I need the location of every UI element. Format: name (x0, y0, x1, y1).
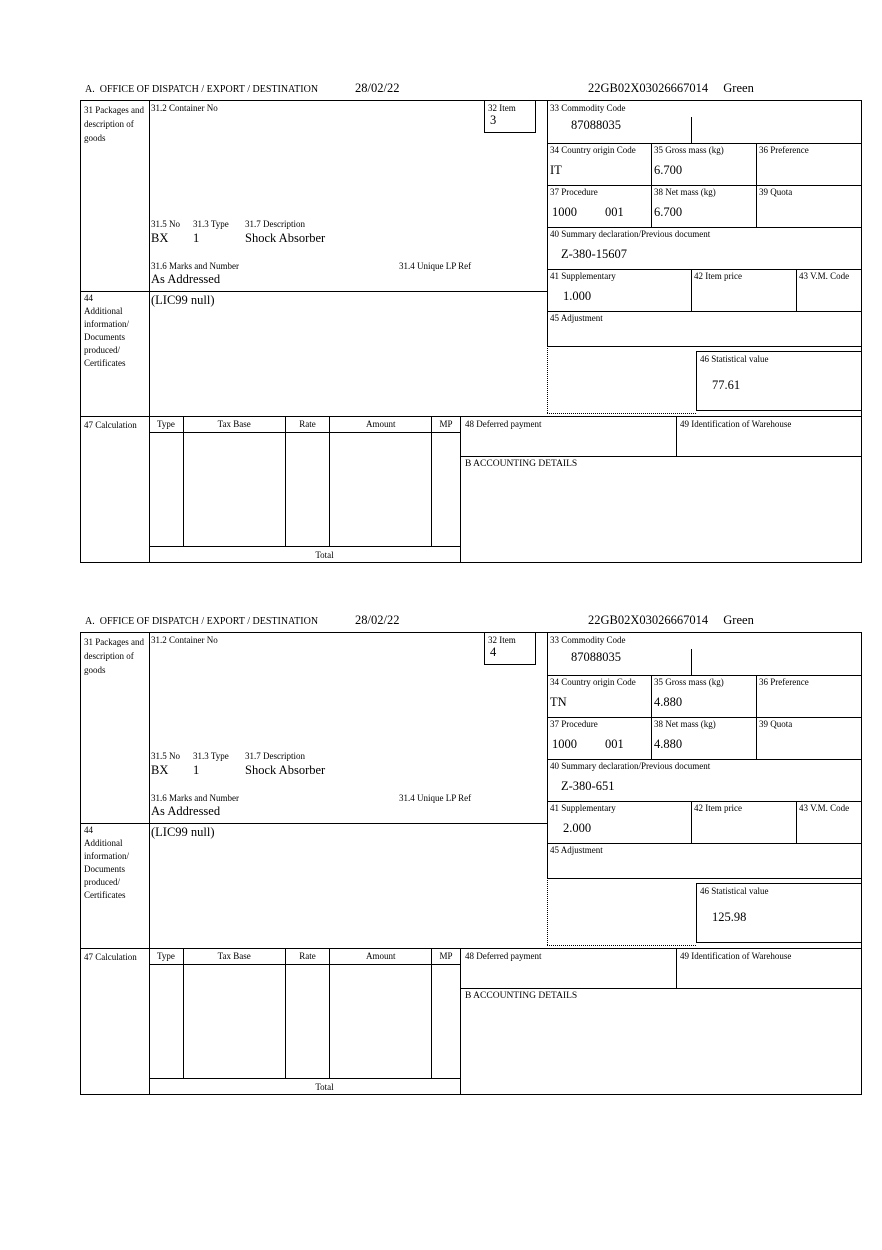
package-no-label: 31.5 No (151, 219, 180, 229)
declaration-reference (588, 613, 754, 628)
additional-information-value: (LIC99 null) (151, 293, 215, 307)
calculation-table-header (149, 416, 460, 433)
commodity-code-value: 87088035 (571, 650, 621, 664)
statistical-value: 125.98 (712, 910, 747, 924)
col-header-tax-base: Tax Base (184, 948, 286, 964)
statistical-value-box (696, 351, 862, 411)
box31-label: 31 Packages and description of goods (84, 105, 144, 143)
calculation-table-header (149, 948, 460, 965)
commodity-code-value: 87088035 (571, 118, 621, 132)
office-of-dispatch-label: A. OFFICE OF DISPATCH / EXPORT / DESTINATION (85, 84, 319, 95)
description-label: 31.7 Description (245, 219, 305, 229)
gross-mass-value: 6.700 (654, 163, 683, 177)
declaration-item-section (80, 80, 863, 564)
country-origin-value: TN (550, 695, 567, 709)
calculation-table-body (149, 965, 460, 1078)
divider (547, 311, 862, 312)
additional-information-value: (LIC99 null) (151, 825, 215, 839)
statistical-value: 77.61 (712, 378, 741, 392)
vm-code-label: 43 V.M. Code (799, 271, 850, 281)
cell-amount (330, 433, 432, 546)
divider (676, 948, 677, 988)
divider (651, 143, 652, 227)
mrn-value: 22GB02X03026667014 (588, 81, 709, 95)
previous-document-value: Z-380-651 (561, 779, 615, 793)
item-price-label: 42 Item price (694, 803, 742, 813)
divider (547, 843, 862, 844)
col-header-mp: MP (439, 419, 453, 429)
declaration-form-grid (80, 100, 862, 563)
cell-rate (286, 433, 331, 546)
deferred-payment-label: 48 Deferred payment (465, 951, 542, 961)
box47-label: 47 Calculation (84, 952, 137, 962)
col-header-rate: Rate (286, 416, 331, 432)
procedure-value: 1000 (552, 205, 577, 219)
previous-document-value: Z-380-15607 (561, 247, 627, 261)
col-header-mp: MP (439, 951, 453, 961)
supplementary-value: 1.000 (563, 289, 592, 303)
office-of-dispatch-label: A. OFFICE OF DISPATCH / EXPORT / DESTINATION (85, 616, 319, 627)
section-header (80, 80, 863, 100)
package-no-label: 31.5 No (151, 751, 180, 761)
divider (547, 269, 862, 270)
cell-mp (432, 965, 460, 1078)
package-type-code: BX (151, 763, 169, 777)
package-count: 1 (193, 231, 200, 245)
cell-mp (432, 433, 460, 546)
box44-overflow-dotted-line (547, 878, 548, 945)
declaration-item-section (80, 612, 863, 1096)
divider (547, 759, 862, 760)
box44-overflow-dotted-line (547, 413, 696, 414)
accounting-details-label: B ACCOUNTING DETAILS (465, 459, 578, 469)
package-type-code: BX (151, 231, 169, 245)
divider (651, 675, 652, 759)
divider (756, 675, 757, 759)
goods-description: Shock Absorber (245, 231, 326, 245)
item-label: 32 Item (488, 635, 516, 645)
cell-tax-base (184, 433, 286, 546)
divider (756, 143, 757, 227)
cell-amount (330, 965, 432, 1078)
col-header-amount: Amount (330, 416, 432, 432)
routing-status: Green (723, 81, 754, 95)
package-count: 1 (193, 763, 200, 777)
col-header-rate: Rate (286, 948, 331, 964)
box44-label: Additional information/ Documents produced/ Certificates (84, 306, 129, 369)
container-no-label: 31.2 Container No (151, 635, 218, 645)
item-number-box (484, 101, 536, 133)
divider (796, 801, 797, 843)
supplementary-value: 2.000 (563, 821, 592, 835)
box44-overflow-dotted-line (547, 945, 696, 946)
quota-label: 39 Quota (759, 187, 793, 197)
box31-label: 31 Packages and description of goods (84, 637, 144, 675)
box44-overflow-dotted-line (547, 346, 548, 413)
section-header (80, 612, 863, 632)
dispatch-date: 28/02/22 (355, 81, 400, 95)
preference-label: 36 Preference (759, 677, 809, 687)
statistical-value-label: 46 Statistical value (700, 354, 769, 364)
mrn-value: 22GB02X03026667014 (588, 613, 709, 627)
divider (691, 269, 692, 311)
supplementary-label: 41 Supplementary (550, 803, 616, 813)
divider (81, 823, 547, 824)
country-origin-label: 34 Country origin Code (550, 677, 636, 687)
divider (547, 346, 862, 347)
net-mass-label: 38 Net mass (kg) (654, 719, 716, 729)
accounting-details-label: B ACCOUNTING DETAILS (465, 991, 578, 1001)
calculation-table (149, 948, 461, 1095)
package-type-label: 31.3 Type (193, 219, 229, 229)
statistical-value-box (696, 883, 862, 943)
item-label: 32 Item (488, 103, 516, 113)
item-price-label: 42 Item price (694, 271, 742, 281)
preference-label: 36 Preference (759, 145, 809, 155)
commodity-code-divider (691, 117, 692, 143)
quota-label: 39 Quota (759, 719, 793, 729)
calculation-table (149, 416, 461, 563)
divider (547, 675, 862, 676)
marks-label: 31.6 Marks and Number (151, 793, 239, 803)
summary-declaration-label: 40 Summary declaration/Previous document (550, 229, 711, 239)
commodity-code-label: 33 Commodity Code (550, 635, 626, 645)
country-origin-value: IT (550, 163, 562, 177)
description-label: 31.7 Description (245, 751, 305, 761)
procedure-label: 37 Procedure (550, 187, 598, 197)
routing-status: Green (723, 613, 754, 627)
summary-declaration-label: 40 Summary declaration/Previous document (550, 761, 711, 771)
divider (547, 801, 862, 802)
net-mass-value: 6.700 (654, 205, 683, 219)
divider (461, 988, 862, 989)
dispatch-date: 28/02/22 (355, 613, 400, 627)
item-number: 3 (490, 113, 497, 127)
cell-type (149, 965, 184, 1078)
container-no-label: 31.2 Container No (151, 103, 218, 113)
net-mass-label: 38 Net mass (kg) (654, 187, 716, 197)
vm-code-label: 43 V.M. Code (799, 803, 850, 813)
divider (461, 456, 862, 457)
col-header-type: Type (149, 416, 184, 432)
divider (547, 878, 862, 879)
divider (547, 227, 862, 228)
divider (547, 143, 862, 144)
divider (547, 185, 862, 186)
adjustment-label: 45 Adjustment (550, 313, 603, 323)
divider (547, 717, 862, 718)
cell-type (149, 433, 184, 546)
divider (547, 633, 548, 878)
marks-label: 31.6 Marks and Number (151, 261, 239, 271)
box44-label: Additional information/ Documents produced/ Certificates (84, 838, 129, 901)
gross-mass-label: 35 Gross mass (kg) (654, 677, 724, 687)
procedure-label: 37 Procedure (550, 719, 598, 729)
item-number: 4 (490, 645, 497, 659)
supplementary-label: 41 Supplementary (550, 271, 616, 281)
procedure-suffix-value: 001 (605, 737, 624, 751)
adjustment-label: 45 Adjustment (550, 845, 603, 855)
divider (547, 101, 548, 346)
item-number-box (484, 633, 536, 665)
country-origin-label: 34 Country origin Code (550, 145, 636, 155)
cell-rate (286, 965, 331, 1078)
unique-lp-ref-label: 31.4 Unique LP Ref (399, 261, 472, 271)
net-mass-value: 4.880 (654, 737, 683, 751)
divider (796, 269, 797, 311)
unique-lp-ref-label: 31.4 Unique LP Ref (399, 793, 472, 803)
declaration-form-grid (80, 632, 862, 1095)
box44-number: 44 (84, 293, 93, 303)
gross-mass-label: 35 Gross mass (kg) (654, 145, 724, 155)
package-type-label: 31.3 Type (193, 751, 229, 761)
marks-value: As Addressed (151, 804, 221, 818)
goods-description: Shock Absorber (245, 763, 326, 777)
box44-number: 44 (84, 825, 93, 835)
calculation-total-row: Total (149, 1078, 460, 1095)
col-header-tax-base: Tax Base (184, 416, 286, 432)
divider (691, 801, 692, 843)
procedure-value: 1000 (552, 737, 577, 751)
col-header-type: Type (149, 948, 184, 964)
cell-tax-base (184, 965, 286, 1078)
calculation-table-body (149, 433, 460, 546)
divider (676, 416, 677, 456)
warehouse-id-label: 49 Identification of Warehouse (680, 951, 792, 961)
deferred-payment-label: 48 Deferred payment (465, 419, 542, 429)
marks-value: As Addressed (151, 272, 221, 286)
calculation-total-row: Total (149, 546, 460, 563)
box47-label: 47 Calculation (84, 420, 137, 430)
gross-mass-value: 4.880 (654, 695, 683, 709)
warehouse-id-label: 49 Identification of Warehouse (680, 419, 792, 429)
declaration-reference (588, 81, 754, 96)
divider (81, 291, 547, 292)
commodity-code-divider (691, 649, 692, 675)
statistical-value-label: 46 Statistical value (700, 886, 769, 896)
col-header-amount: Amount (330, 948, 432, 964)
commodity-code-label: 33 Commodity Code (550, 103, 626, 113)
procedure-suffix-value: 001 (605, 205, 624, 219)
